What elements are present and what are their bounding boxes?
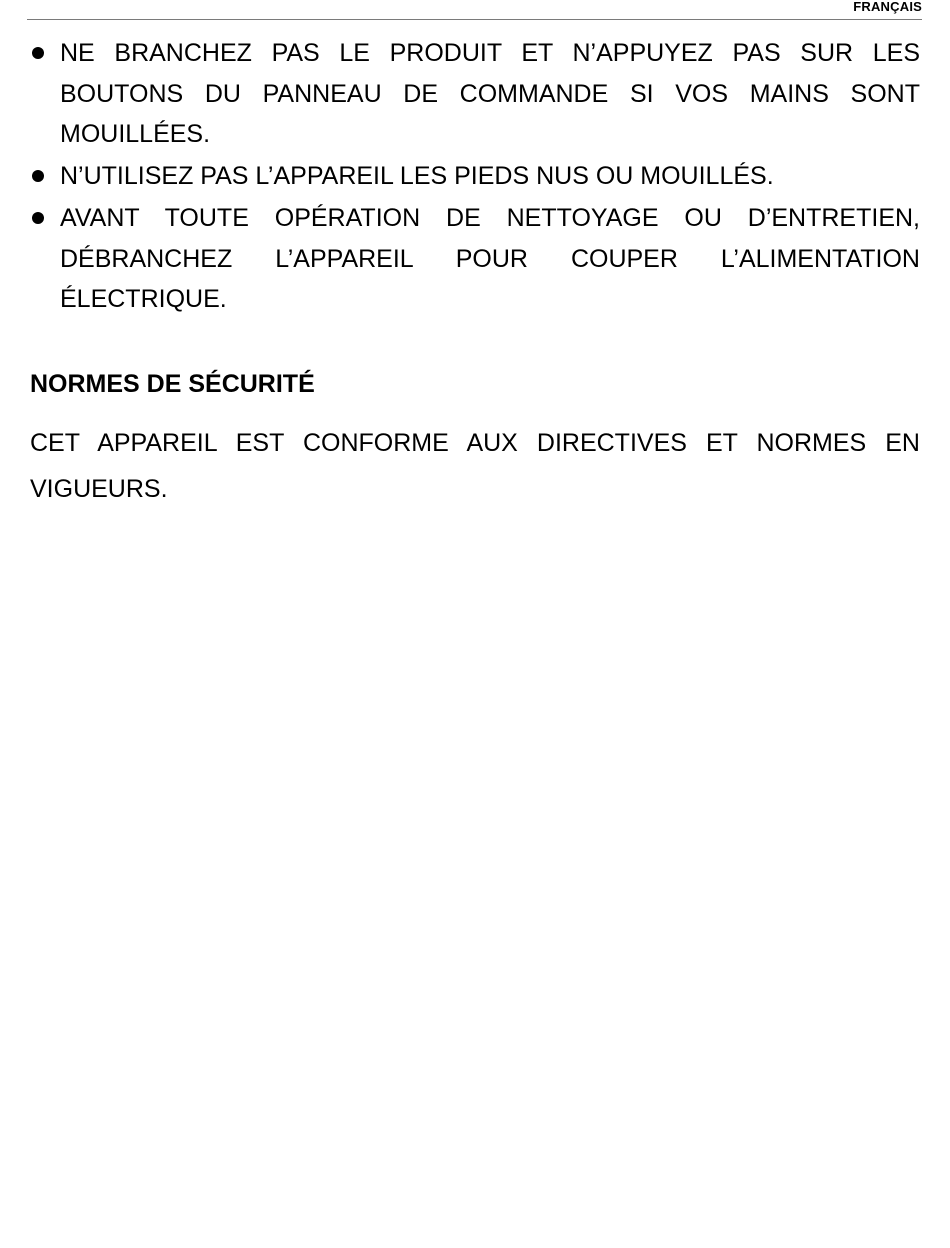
bullet-icon	[32, 170, 44, 182]
warning-text: N’UTILISEZ PAS L’APPAREIL LES PIEDS NUS OU MOUILLÉS.	[60, 162, 774, 190]
page-content	[30, 33, 920, 512]
section-body: CET APPAREIL EST CONFORME AUX DIRECTIVES ET NORMES EN VIGUEURS.	[30, 428, 920, 503]
warning-item	[30, 33, 920, 155]
warning-text: AVANT TOUTE OPÉRATION DE NETTOYAGE OU D’ENTRETIEN, DÉBRANCHEZ L’APPAREIL POUR COUPER L’ALIMENTATION ÉLECTRIQUE.	[60, 204, 920, 313]
warning-item	[30, 156, 920, 197]
bullet-icon	[32, 47, 44, 59]
warning-list	[30, 33, 920, 320]
warning-item	[30, 198, 920, 320]
section-title: NORMES DE SÉCURITÉ	[30, 369, 315, 398]
page-header	[27, 0, 922, 20]
language-label: FRANÇAIS	[853, 0, 922, 14]
bullet-icon	[32, 212, 44, 224]
warning-text: NE BRANCHEZ PAS LE PRODUIT ET N’APPUYEZ PAS SUR LES BOUTONS DU PANNEAU DE COMMANDE SI VOS MAINS SONT MOUILLÉES.	[60, 39, 920, 148]
